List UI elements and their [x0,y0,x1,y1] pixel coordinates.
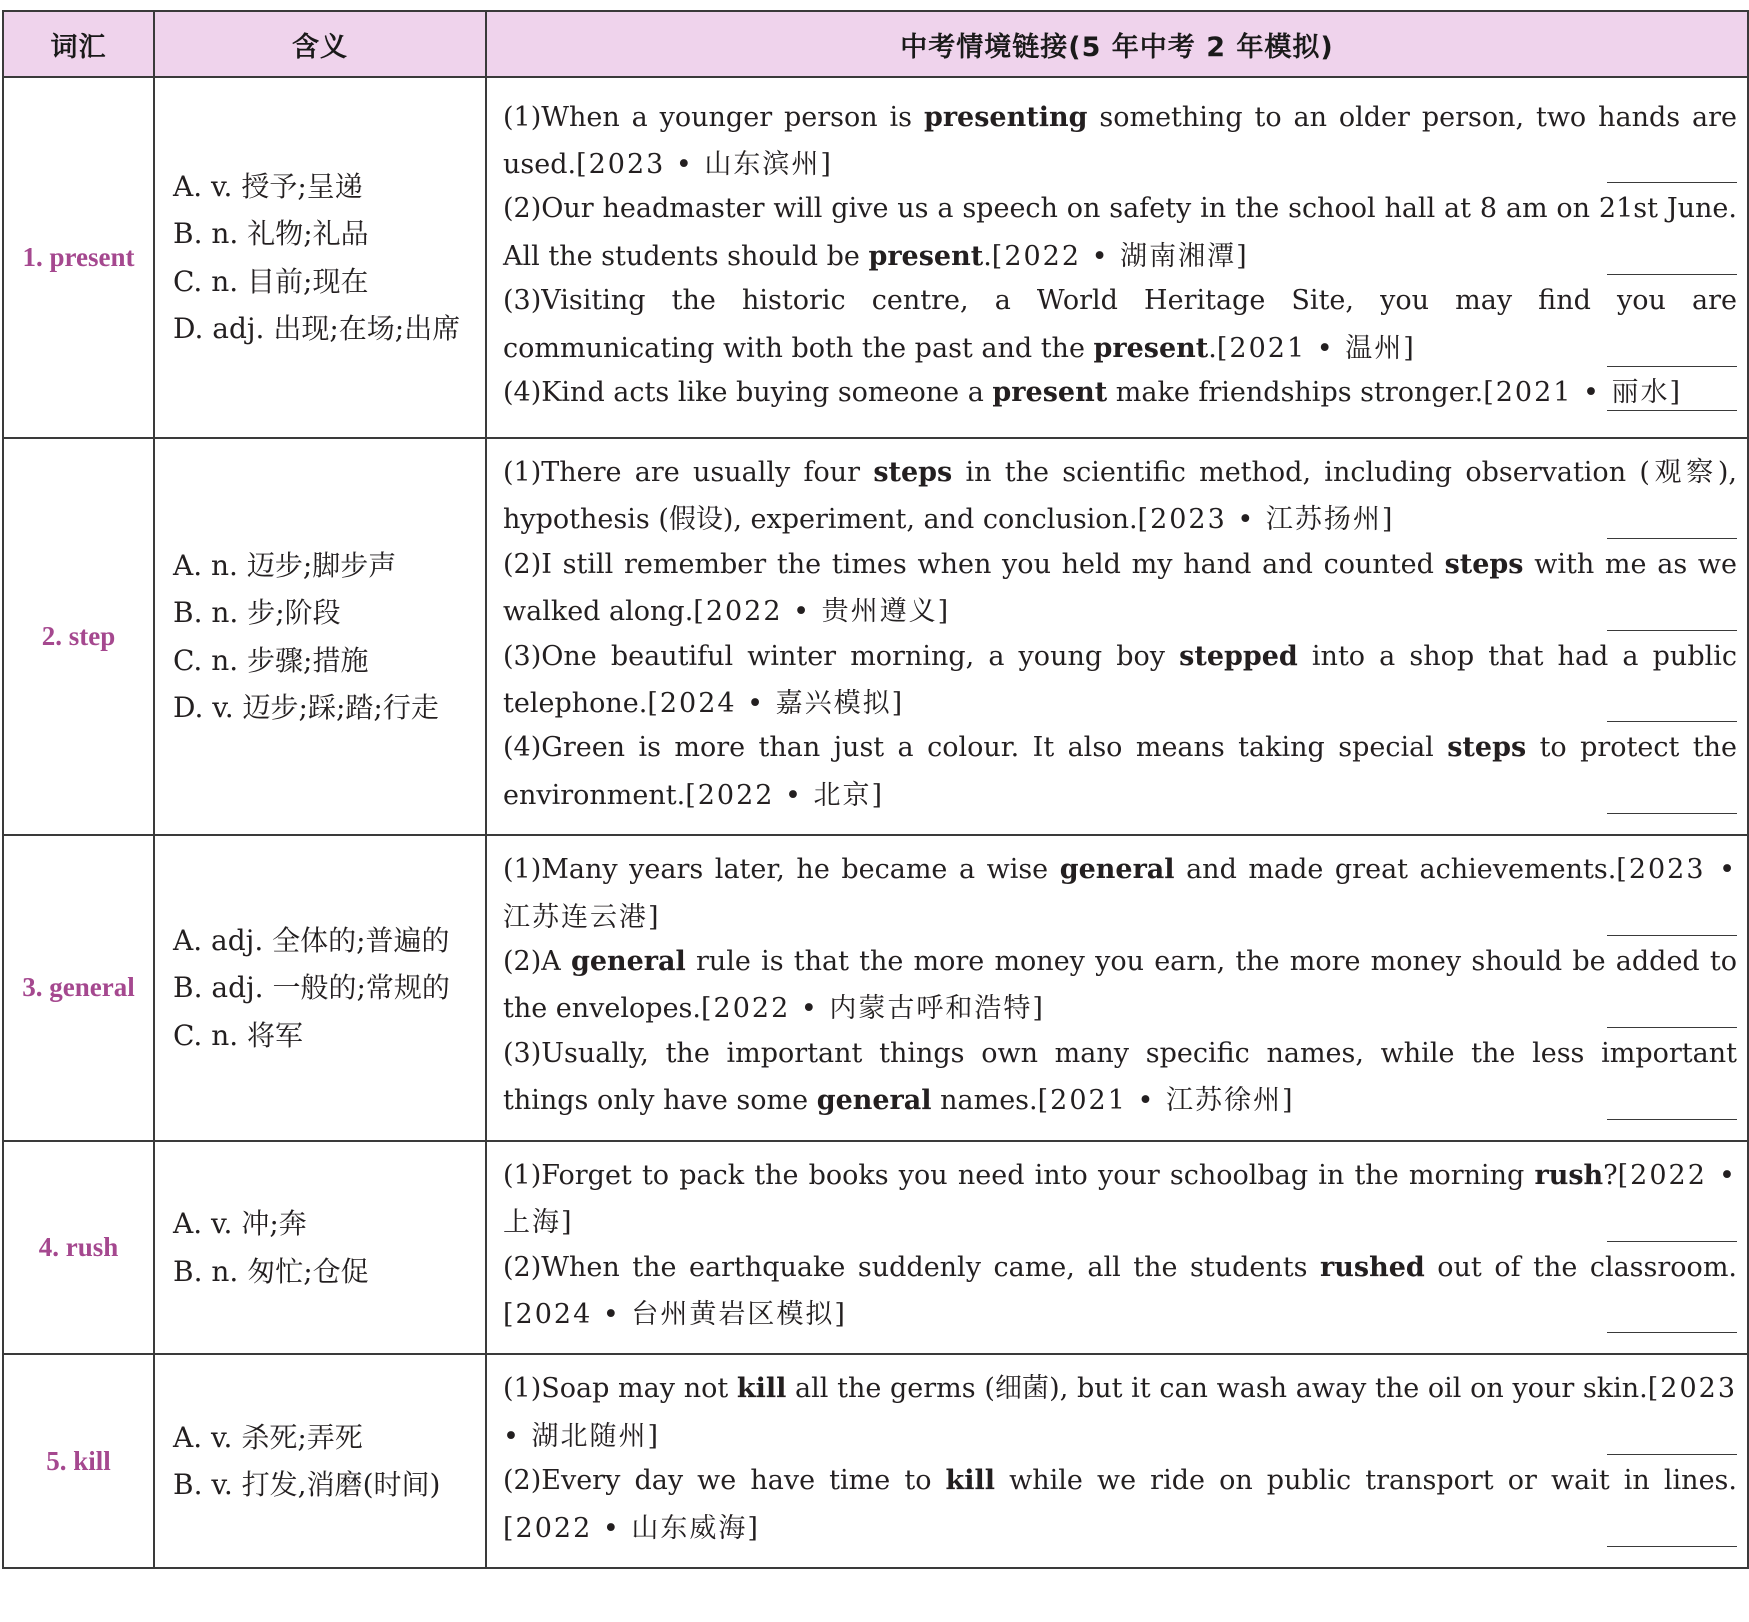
answer-blank[interactable] [1607,1027,1737,1028]
source-citation: [2023 • 湖北随州] [503,1373,1738,1452]
keyword: stepped [1179,640,1298,672]
vocab-word: 4. rush [3,1141,154,1355]
table-row [3,1141,1748,1355]
meaning-item: D. v. 迈步;踩;踏;行走 [173,691,439,725]
sentence-text: (1)Many years later, he became a wise [503,854,1060,886]
keyword: steps [873,457,953,488]
meaning-item: B. adj. 一般的;常规的 [173,971,450,1005]
sentence-text: (4)Kind acts like buying someone a [503,377,993,409]
source-citation: [2022 • 内蒙古呼和浩特] [701,993,1045,1025]
sentence-text: ? [1603,1159,1618,1191]
sentence-text: all the germs (细菌), but it can wash away the oil on your skin. [786,1373,1648,1405]
meaning-item: B. n. 匆忙;仓促 [173,1254,369,1288]
meaning-item: D. adj. 出现;在场;出席 [173,312,461,345]
answer-blank[interactable] [1607,721,1737,722]
sentence-text: (3)Visiting the historic centre, a World Heritage Site, you may find you are communicating with both the past and the [503,285,1737,364]
meaning-item: A. n. 迈步;脚步声 [173,548,397,582]
answer-blank[interactable] [1607,630,1737,631]
sentence-text: to protect the environment. [503,732,1737,811]
keyword: rushed [1320,1251,1425,1283]
source-citation: [2022 • 山东威海] [503,1512,760,1544]
meaning-item: C. n. 将军 [173,1018,304,1052]
meaning-cell [154,835,486,1140]
sentence-text: (3)One beautiful winter morning, a young boy [503,640,1180,672]
source-citation: [2024 • 台州黄岩区模拟] [503,1298,847,1330]
answer-blank[interactable] [1607,410,1737,411]
keyword: steps [1444,548,1524,580]
meaning-cell [154,1141,486,1355]
meaning-item: B. n. 礼物;礼品 [173,217,369,250]
source-citation: [2021 • 丽水] [1483,377,1683,409]
source-citation: [2022 • 湖南湘潭] [991,240,1249,272]
header-word: 词汇 [3,11,154,77]
meaning-cell [154,77,486,438]
example-sentence [503,94,1737,184]
keyword: presenting [923,101,1088,133]
examples-cell [486,835,1748,1140]
source-citation: [2021 • 温州] [1216,332,1416,364]
table-row [3,835,1748,1140]
example-sentence [503,277,1737,367]
sentence-text: something to an older person, two hands are used. [503,101,1737,180]
vocab-word: 2. step [3,438,154,835]
meaning-item: C. n. 步骤;措施 [173,643,369,677]
sentence-text: in the scientific method, including observation (观察), hypothesis (假设), experiment, and conclusion. [503,457,1737,536]
answer-blank[interactable] [1607,1119,1737,1120]
sentence-text: (2)I still remember the times when you held my hand and counted [503,548,1445,580]
meaning-item: A. v. 授予;呈递 [173,169,363,203]
sentence-text: with me as we walked along. [503,548,1737,628]
sentence-text: rule is that the more money you earn, the more money should be added to the envelopes. [503,946,1737,1025]
sentence-text: out of the classroom. [1424,1251,1738,1283]
header-meaning: 含义 [154,11,486,77]
source-citation: [2022 • 北京] [685,779,885,811]
table-row [3,438,1748,835]
sentence-text: while we ride on public transport or wait in lines. [995,1465,1737,1497]
example-sentence [503,938,1737,1028]
meaning-item: B. n. 步;阶段 [173,596,341,630]
answer-blank[interactable] [1607,1241,1737,1242]
examples-cell [486,1141,1748,1355]
answer-blank[interactable] [1607,935,1737,936]
vocab-word: 5. kill [3,1354,154,1568]
answer-blank[interactable] [1607,1546,1737,1547]
example-sentence [503,633,1737,723]
answer-blank[interactable] [1607,813,1737,814]
keyword: general [1059,854,1175,886]
table-row [3,1354,1748,1568]
examples-cell [486,1354,1748,1568]
source-citation: [2023 • 山东滨州] [576,148,833,180]
table-body [3,77,1748,1568]
meaning-item: B. v. 打发,消磨(时间) [173,1468,441,1502]
sentence-text: (1)Soap may not [503,1373,737,1405]
example-sentence [503,185,1737,275]
keyword: rush [1534,1159,1604,1191]
example-sentence [503,846,1737,936]
answer-blank[interactable] [1607,182,1737,183]
answer-blank[interactable] [1607,274,1737,275]
header-context: 中考情境链接(5 年中考 2 年模拟) [486,11,1748,77]
source-citation: [2021 • 江苏徐州] [1037,1085,1295,1117]
sentence-text: (3)Usually, the important things own many specific names, while the less important things only have some [503,1037,1737,1117]
table-row [3,77,1748,438]
vocab-word: 1. present [3,77,154,438]
source-citation: [2023 • 江苏连云港] [503,854,1737,933]
example-sentence [503,1244,1737,1334]
sentence-text: (2)Our headmaster will give us a speech on safety in the school hall at 8 am on 21st June. All the students should be [503,193,1737,272]
meaning-item: C. n. 目前;现在 [173,264,369,298]
vocab-word: 3. general [3,835,154,1140]
example-sentence [503,541,1737,631]
sentence-text: (1)There are usually four [503,457,874,488]
header-row [3,11,1748,77]
examples-cell [486,77,1748,438]
source-citation: [2022 • 贵州遵义] [693,596,951,628]
keyword: kill [736,1373,787,1405]
example-sentence [503,449,1737,539]
source-citation: [2024 • 嘉兴模拟] [647,688,905,720]
vocabulary-table [2,10,1749,1569]
keyword: kill [945,1465,996,1497]
sentence-text: (1)Forget to pack the books you need into your schoolbag in the morning [503,1159,1535,1191]
keyword: present [992,377,1108,409]
sentence-text: and made great achievements. [1174,854,1617,886]
sentence-text: into a shop that had a public telephone. [503,640,1737,720]
source-citation: [2022 • 上海] [503,1159,1737,1239]
answer-blank[interactable] [1607,366,1737,367]
meaning-cell [154,438,486,835]
keyword: present [868,240,984,272]
sentence-text: (2)Every day we have time to [503,1465,946,1497]
sentence-text: names. [931,1085,1038,1117]
sentence-text: . [1208,332,1217,364]
meaning-item: A. v. 冲;奔 [173,1207,307,1240]
source-citation: [2023 • 江苏扬州] [1137,504,1395,536]
sentence-text: . [983,240,992,272]
sentence-text: (2)When the earthquake suddenly came, all the students [503,1251,1321,1283]
sentence-text: (2)A [503,946,571,978]
keyword: general [570,946,686,978]
sentence-text: (4)Green is more than just a colour. It also means taking special [503,732,1448,764]
sentence-text: (1)When a younger person is [503,101,924,133]
keyword: general [816,1085,932,1117]
example-sentence [503,1365,1737,1455]
meaning-cell [154,1354,486,1568]
example-sentence [503,1152,1737,1242]
keyword: steps [1447,732,1527,764]
sentence-text: make friendships stronger. [1107,377,1484,409]
examples-cell [486,438,1748,835]
example-sentence [503,724,1737,814]
answer-blank[interactable] [1607,1454,1737,1455]
answer-blank[interactable] [1607,538,1737,539]
example-sentence [503,1457,1737,1547]
answer-blank[interactable] [1607,1332,1737,1333]
example-sentence [503,369,1737,411]
keyword: present [1093,332,1209,364]
meaning-item: A. v. 杀死;弄死 [173,1420,363,1454]
meaning-item: A. adj. 全体的;普遍的 [173,923,450,957]
example-sentence [503,1030,1737,1120]
